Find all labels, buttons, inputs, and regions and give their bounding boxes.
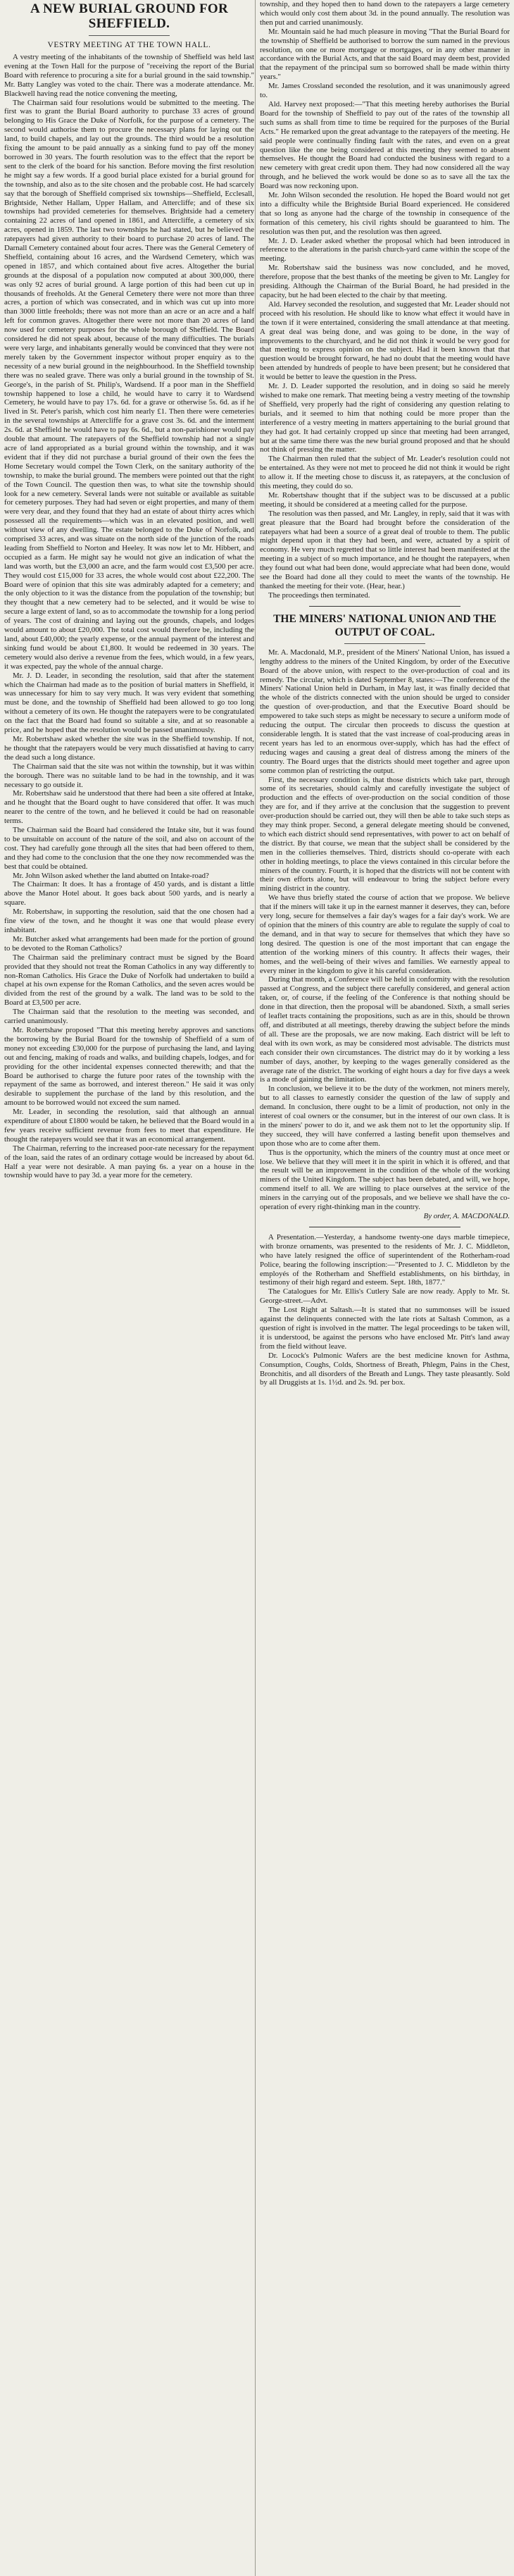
paragraph: The Catalogues for Mr. Ellis's Cutlery Sale are now ready. Apply to Mr. St. George-street.—Advt.: [260, 1287, 510, 1306]
paragraph: Mr. John Wilson asked whether the land abutted on Intake-road?: [13, 871, 209, 880]
paragraph: The Chairman then ruled that the subject of Mr. Leader's resolution could not be entertained. As they were not met to proceed he did not think it would be right to allow it. If the meeting chose to discuss it, as ratepayers, at the conclusion of this meeting, they could do so.: [260, 454, 510, 491]
paragraph: Mr. J. D. Leader supported the resolution, and in doing so said he merely wished to make one remark. That meeting being a vestry meeting of the township of Sheffield, very properly had the right of considering any question relating to burials, and it seemed to him that nothing could be more proper than the interference of a vestry meeting in matters appertaining to the burial ground that they had got. It had certainly cropped up since that meeting had been arranged, but at the same time there was the new burial ground proposed and that he should not think of pressing the matter.: [260, 382, 510, 454]
paragraph: Mr. Robertshaw said the business was now concluded, and he moved, therefore, propose that the best thanks of the meeting be given to Mr. Langley for presiding. Although the Chairman of the Burial Board, he had presided in the capacity, but he had been elected to the chair by that meeting.: [260, 264, 510, 299]
paragraph: Dr. Locock's Pulmonic Wafers are the best medicine known for Asthma, Consumption, Coughs, Colds, Shortness of Breath, Phlegm, Pains in the Chest, Bronchitis, and all disorders of the Breath and Lungs. They taste pleasantly. Sold by all Druggists at 1s. 1½d. and 2s. 9d. per box.: [260, 1351, 510, 1387]
paragraph: Mr. Butcher asked what arrangements had been made for the portion of ground to be devoted to the Roman Catholics?: [4, 934, 254, 953]
paragraph: We have thus briefly stated the course of action that we propose. We believe that if the miners will take it up in the earnest manner it deserves, they can, before very long, secure for themselves a fair day's wages for a fair day's work. We are of opinion that the miners of this country are able to regulate the supply of coal to the demand, and in that way to secure for themselves that which they have so long desired. The question is one of the most important that can engage the attention of the working miners of this country. It affects their wages, their homes, and the well-being of their wives and families. We earnestly appeal to every miner in the kingdom to give it his careful consideration.: [260, 893, 510, 975]
paragraph: The Chairman, referring to the increased poor-rate necessary for the repayment of the loan, said the rates of an ordinary cottage would be increased by about 6d. Half a year were not desirable. A man paying 6s. a year on a house in the township would have to pay 3d. a year more for the cemetery.: [4, 1144, 254, 1180]
paragraph: The Chairman said four resolutions would be submitted to the meeting. The first was to grant the Burial Board authority to purchase 33 acres of ground belonging to His Grace the Duke of Norfolk, for the purpose of a cemetery. The second would authorise them to procure the necessary plans for laying out the land, to build chapels, and lay out the grounds. The third would be a resolution fixing the amount to be paid annually as a sinking fund to pay off the money borrowed in 30 years. The fourth resolution was to the effect that the report be sent to the clerk of the board for his sanction. Before moving the first resolution he might say a few words. If a good burial place existed for a burial ground for the township, and also as to the site chosen and the probable cost. He had scarcely say that the borough of Sheffield comprised six townships—Sheffield, Ecclesall, Brightside, Nether Hallam, Upper Hallam, and Attercliffe; and of these six townships had provided cemeteries for themselves. Brightside had a cemetery containing 22 acres of land opened in 1861, and Attercliffe, a cemetery of six acres, opened in 1859. The last two townships he had stated, but he believed the ratepayers had given authority to their board to purchase 20 acres of land. The Darnall Cemetery contained about four acres. There was the General Cemetery of Sheffield, containing about 16 acres, and the Wardsend Cemetery, which was opened in 1857, and which contained about five acres. Altogether the burial grounds at the disposal of a population now computed at about 300,000, there was only 92 acres of burial ground. A large portion of this had been cut up in thousands of freeholds. At the General Cemetery there were not more than three acres, a portion of which was consecrated, and in which was cut up into more than 3000 little freeholds; there was not more than an acre or an acre and a half left for common graves. Altogether there were not more than 20 acres of land now used for cemetery purposes for the whole borough of Sheffield. The Board considered he did not speak about, because of the many difficulties. The burials were very large, and inhabitants generally would be convinced that they were not merely taken by the Government inspector without proper enquiry as to the necessity of a new burial ground in the neighbourhood. In the Sheffield township there was no sealed grave. There was only a burial ground in the township of St. George's, in the parish of St. Philip's, Wardsend. If a poor man in the Sheffield township happened to lose a child, he would have to carry it to Wardsend Cemetery, he would have to pay 17s. 6d. for a grave or otherwise 5s. 6d. as if he lived in St. Peter's parish, which cost him nearly £1. Then there were cemeteries in the several townships at Attercliffe for a grave cost 3s. 6d. and the interment 2s. 6d. at Sheffield he would have to pay 6s. 6d., but a non-parishioner would pay double that amount. The ratepayers of the Sheffield township had not a single acre of land appropriated as a burial ground within the township, and it was evident that if they did not purchase a burial ground of their own the fees the Home Secretary would compel the Town Clerk, on the sanitary authority of the township, to make the burial ground. The members were pointed out that the right of the Town Council. The question then was, to what site the township should look for a new cemetery. Several lands were not suitable or available as suitable for cemetery purposes. They had had seven or eight properties, and many of them were very dear, and they found that they had an estate of about thirty acres which possessed all the requirements—which was in an elevated position, and well without view of any dwelling. The estate belonged to the Duke of Norfolk, and comprised 33 acres, and was situate on the north side of the junction of the roads leading from Sheffield to Norton and Heeley. It was now let to Mr. Hibbert, and occupied as a farm. He might say he would not give an indication of what the land was worth, but the £3,000 an acre, and the farm would cost £3,500 per acre. They would cost £15,000 for 33 acres, the whole would cost about £22,200. The Board were of opinion that this site was admirably adapted for a cemetery; and the only objection to it was the distance from the population of the township; but they thought that a new cemetery had to be selected, and it would be wise to secure a large extent of land, so as to accommodate the township for a long period of years. The cost of draining and laying out the grounds, chapels, and lodges would amount to about £20,000. The total cost would therefore be, including the land, about £40,000; the yearly expense, or the annual payment of the interest and sinking fund would be about £1,800. It would be redeemed in 30 years. The cemetery would also derive a revenue from the fees, which would, in a few years, it was expected, pay the whole of the annual charge.: [4, 98, 254, 671]
paragraph: During that month, a Conference will be held in conformity with the resolution passed at Congress, and the subject there carefully considered, and general action taken, or, of course, if the feeling of the Conference is that nothing should be done in that direction, then the proposal will be abandoned. Sixth, a small series of leaflet tracts containing the propositions, such as are in this, should be thrown off, and distributed at all meetings, thereby drawing the subject before the minds of all. These are the proposals, we are now making. Each district will be left to deal with its own work, as may be considered most advisable. The districts must each consider their own circumstances. The district may do it by working a less number of days, another, by keeping to the wages generally considered as the average rate of the district. The working of eight hours a day for five days a week is a mode of gaining the limitation.: [260, 975, 510, 1084]
paragraph: The proceedings then terminated.: [268, 590, 370, 600]
paragraph: Thus is the opportunity, which the miners of the country must at once meet or lose. We believe that they will meet it in the spirit in which it is offered, and that the result will be an improvement in the condition of the whole of the working miners of the United Kingdom. The subject has been debated, and will, we hope, commend itself to all. We are willing to place ourselves at the service of the miners in the carrying out of the proposals, and we believe we shall have the co-operation of every right-thinking man in the country.: [260, 1148, 510, 1212]
paragraph: Mr. Robertshaw thought that if the subject was to be discussed at a public meeting, it should be considered at a meeting called for the purpose.: [260, 490, 510, 509]
paragraph: Mr. Robertshaw said he understood that there had been a site offered at Intake, and he thought that the Board ought to have considered that offer. It was much nearer to the centre of the town, and he believed it could be had on reasonable terms.: [4, 789, 254, 826]
paragraph: Mr. A. Macdonald, M.P., president of the Miners' National Union, has issued a lengthy address to the miners of the United Kingdom, by order of the Executive Board of the above union, with respect to the over-production of coal and its remedy. The circular, which is dated September 8, states:—The conference of the Miners' National Union held in Durham, in May last, it was finally decided that the whole of the districts connected with the union should be urged to consider the question of over-production, and that the Executive Board should be empowered to take such steps as might be necessary to secure a uniform mode of reducing the output. The circular then proceeds to discuss the question at considerable length. It is stated that the vast increase of coal-producing areas in recent years has led to an enormous over-supply, which has had the effect of reducing wages and causing a great deal of distress among the miners of the country. The Board urges that the districts should meet together and agree upon some common plan of restricting the output.: [260, 648, 510, 775]
news-briefs: [260, 1233, 510, 1387]
paragraph: Mr. Mountain said he had much pleasure in moving "That the Burial Board for the township of Sheffield be authorised to borrow the sum named in the previous resolution, on one or more mortgage or mortgages, or in any other manner in accordance with the Burial Acts, and that the said Board may deem best, provided that the repayment of the principal sum so borrowed shall be made within thirty years.": [260, 27, 510, 82]
paragraph: The Chairman: It does. It has a frontage of 450 yards, and is distant a little above the Manor Hotel about. It goes back about 500 yards, and is nearly a square.: [4, 880, 254, 908]
paragraph: Mr. James Crossland seconded the resolution, and it was unanimously agreed to.: [260, 82, 510, 100]
article-headline-miners: THE MINERS' NATIONAL UNION AND THE OUTPUT OF COAL.: [273, 612, 496, 638]
column-divider: [255, 0, 256, 2576]
paragraph: A Presentation.—Yesterday, a handsome twenty-one days marble timepiece, with bronze ornaments, was presented to the residents of Mr. J. C. Middleton, who have lately resigned the office of superintendent of the Rotherham-road Police, bearing the following inscription:—"Presented to J. C. Middleton by the employés of the Rotherham and Sheffield establishments, on his birthday, in testimony of their high regard and esteem. Sept. 18th, 1877.": [260, 1232, 510, 1287]
paragraph: Mr. Leader, in seconding the resolution, said that although an annual expenditure of about £1800 would be taken, he believed that the Board would in a few years receive sufficient revenue from fees to meet that expenditure. He thought the ratepayers would see that it was an economical arrangement.: [4, 1108, 254, 1144]
paragraph: Mr. Robertshaw, in supporting the resolution, said that the one chosen had a fine view of the town, and he thought it was one that would please every inhabitant.: [4, 908, 254, 934]
signature: By order, A. MACDONALD.: [423, 1212, 510, 1220]
paragraph: The Chairman said that the site was not within the township, but it was within the borough. There was no suitable land to be had in the township, and it was necessary to go outside it.: [4, 762, 254, 789]
paragraph: Ald. Harvey seconded the resolution, and suggested that Mr. Leader should not proceed with his resolution. He should like to know what effect it would have in the town if it were entertained, considering the small attendance at that meeting. A great deal was being done, and was going to be done, in the way of improvements to the churchyard, and he did not think it would be very good for that meeting to express opinion on the subject. Had it been known that that question would be brought forward, he had no doubt that the meeting would have been attended by hundreds of people to have been present; but he considered that it would be better to leave the question in the Press.: [260, 299, 510, 382]
paragraph: The Chairman said the Board had considered the Intake site, but it was found to be unsuitable on account of the nature of the soil, and also on account of the cost. They had carefully gone through all the sites that had been offered to them, and they had come to the conclusion that the one they now recommended was the best that could be obtained.: [4, 826, 254, 871]
paragraph: The resolution was then passed, and Mr. Langley, in reply, said that it was with great pleasure that the Board had brought before the consideration of the ratepayers what had been a source of a great deal of trouble to them. The public might depend upon it that they had been, and were, actuated by a spirit of economy. He very much regretted that so little interest had been manifested at the meeting in a subject of so much importance, and he thought the ratepayers, when they found out what had been done, would appreciate what had been done, would see the Board had done all they could to meet the wants of the township. He thanked the meeting for their vote. (Hear, hear.): [260, 509, 510, 590]
paragraph: Mr. John Wilson seconded the resolution. He hoped the Board would not get into a difficulty while the Brightside Burial Board experienced. He considered that so long as anyone had the charge of the township in consequence of the formation of this cemetery, his civil rights should be guaranteed to him. The resolution was then put, and the resolution was then agreed.: [260, 191, 510, 236]
paragraph: The Lost Right at Saltash.—It is stated that no summonses will be issued against the delinquents connected with the late riots at Saltash Common, as a question of right is involved in the matter. The legal proceedings to be taken will, it is understood, be against the persons who have enclosed Mr. Pitt's land away from the field without leave.: [260, 1306, 510, 1351]
paragraph: A vestry meeting of the inhabitants of the township of Sheffield was held last evening at the Town Hall for the purpose of "receiving the report of the Burial Board with reference to procuring a site for a burial ground in the said township." Mr. Batty Langley was voted to the chair. There was a moderate attendance. Mr. Blackwell having read the notice convening the meeting,: [4, 53, 254, 98]
paragraph: Mr. Robertshaw asked whether the site was in the Sheffield township. If not, he thought that the ratepayers would be very much dissatisfied at having to carry the dead such a long distance.: [4, 734, 254, 762]
article-headline: A NEW BURIAL GROUND FOR SHEFFIELD.: [30, 1, 229, 31]
paragraph: Mr. J. D. Leader asked whether the proposal which had been introduced in reference to the alterations in the parish church-yard came within the scope of the meeting.: [260, 236, 510, 264]
paragraph: Mr. Robertshaw proposed "That this meeting hereby approves and sanctions the borrowing by the Burial Board for the township of Sheffield of a sum of money not exceeding £30,000 for the purpose of purchasing the land, and laying out and fencing, making of roads and walks, and building chapels, lodges, and for providing for the other incidental expenses connected therewith; and that the Board be authorised to charge the future poor rates of the township with the repayment of the same as borrowed, and interest thereon." He said it was only desirable to supplement the purchase of the land by this resolution, and the amount to be borrowed would not exceed the sum named.: [4, 1025, 254, 1108]
left-column: [4, 0, 254, 2576]
section-rule: [309, 606, 460, 607]
right-column: [260, 0, 510, 2576]
paragraph: Mr. J. D. Leader, in seconding the resolution, said that after the statement which the Chairman had made as to the position of burial matters in Sheffield, it was unnecessary for him to say very much. It was very evident that something must be done, and the township of Sheffield had been allowed to go too long without a cemetery of its own. He thought the ratepayers were to be congratulated on the fact that the Board had found so suitable a site, and at so reasonable a price, and he hoped that the resolution would be passed unanimously.: [4, 671, 254, 735]
paragraph: The Chairman said that the resolution to the meeting was seconded, and carried unanimously.: [4, 1008, 254, 1026]
headline-rule: [89, 35, 170, 36]
paragraph: Ald. Harvey next proposed:—"That this meeting hereby authorises the Burial Board for the township of Sheffield to pay out of the rates of the township all such sums as shall from time to time be required for the purposes of the Burial Acts." He remarked upon the great advantage to the ratepayers of the meeting. He said people were continually finding fault with the rates, and even on a great question like the one being considered at this meeting they seemed to absent themselves. He thought the Board had conducted the business with regard to a new cemetery with great credit upon them. They had now considered all the way through, and he believed the work would be done so as to save all the tax the Board was now reckoning upon.: [260, 99, 510, 191]
paragraph: The Chairman said the preliminary contract must be signed by the Board provided that they should not treat the Roman Catholics in any way differently to non-Roman Catholics. His Grace the Duke of Norfolk had undertaken to build a chapel at his own expense for the Roman Catholics, and the seven acres would be divided from the rest of the ground by a walk. The land was to be sold to the Board at £3,500 per acre.: [4, 953, 254, 1008]
paragraph: First, the necessary condition is, that those districts which take part, through some of its secretaries, should calmly and carefully investigate the subject of production and the effects of over-production on the social condition of those they are for, and if they arrive at the conclusion that the suggestion to prevent over-production should be carried out, they will then be able to take such steps as they may think proper. Second, a general delegate meeting should be convened, to which each district should send representatives, with power to act on behalf of the district. By that course, we mean that the subject shall be considered by the men in the collieries themselves. Third, districts should co-operate with each other in holding meetings, to place the views contained in this circular before the miners of the country. Fourth, it is hoped that the districts will not be content with their own efforts alone, but will endeavour to bring the subject before every mining district in the country.: [260, 775, 510, 893]
headline-rule: [344, 643, 425, 644]
paragraph: In conclusion, we believe it to be the duty of the workmen, not miners merely, but to all classes to earnestly consider the question of the law of supply and demand. In conclusion, there ought to be a limit of production, not only in the interest of coal owners or the consumer, but in the interest of our own class. It is in the miners' power to do it, and we ask them not to let the opportunity slip. If they succeed, they will have conferred a lasting benefit upon themselves and upon those who are to come after them.: [260, 1084, 510, 1148]
paragraph: township, and they hoped then to hand down to the ratepayers a large cemetery which would only cost them about 3d. in the pound annually. The resolution was then put and carried unanimously.: [260, 0, 510, 27]
article-subheadline: VESTRY MEETING AT THE TOWN HALL.: [47, 41, 211, 49]
